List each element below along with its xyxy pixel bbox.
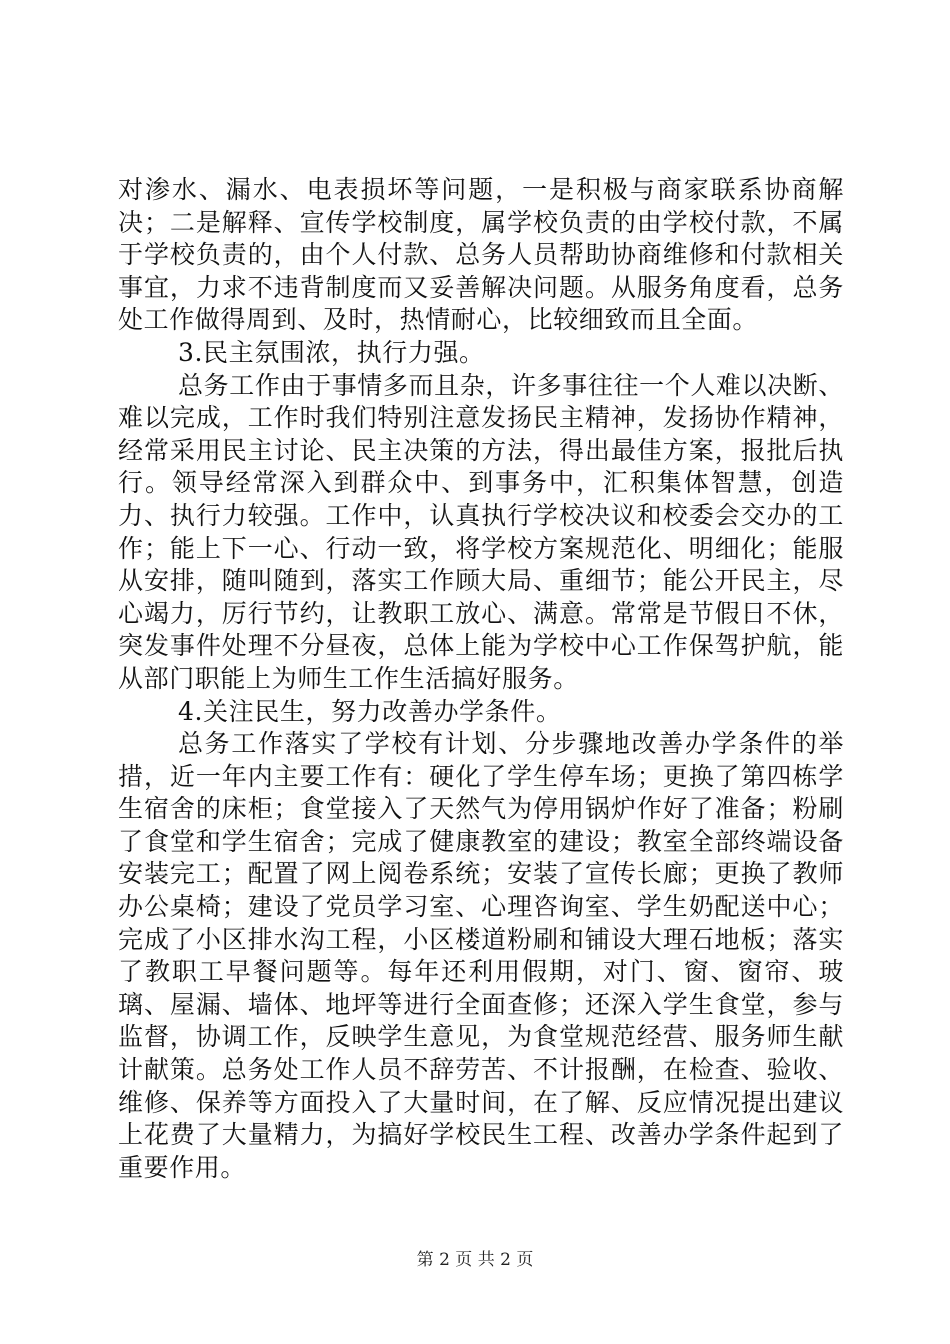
document-body [118, 174, 844, 1184]
continuation-paragraph: 对渗水、漏水、电表损坏等问题，一是积极与商家联系协商解决；二是解释、宣传学校制度，属学校负责的由学校付款，不属于学校负责的，由个人付款、总务人员帮助协商维修和付款相关事宜，力求不违背制度而又妥善解决问题。从服务角度看，总务处工作做得周到、及时，热情耐心，比较细致而且全面。 [118, 175, 844, 335]
body-paragraph-4: 总务工作落实了学校有计划、分步骤地改善办学条件的举措，近一年内主要工作有：硬化了学生停车场；更换了第四栋学生宿舍的床柜；食堂接入了天然气为停用锅炉作好了准备；粉刷了食堂和学生宿舍；完成了健康教室的建设；教室全部终端设备安装完工；配置了网上阅卷系统；安装了宣传长廊；更换了教师办公桌椅；建设了党员学习室、心理咨询室、学生奶配送中心；完成了小区排水沟工程，小区楼道粉刷和铺设大理石地板；落实了教职工早餐问题等。每年还利用假期，对门、窗、窗帘、玻璃、屋漏、墙体、地坪等进行全面查修；还深入学生食堂，参与监督，协调工作，反映学生意见，为食堂规范经营、服务师生献计献策。总务处工作人员不辞劳苦、不计报酬，在检查、验收、维修、保养等方面投入了大量时间，在了解、反应情况提出建议上花费了大量精力，为搞好学校民生工程、改善办学条件起到了重要作用。 [118, 729, 844, 1182]
page-number-footer: 第 2 页 共 2 页 [416, 1250, 534, 1270]
body-paragraph-3: 总务工作由于事情多而且杂，许多事往往一个人难以决断、难以完成，工作时我们特别注意发扬民主精神，发扬协作精神，经常采用民主讨论、民主决策的方法，得出最佳方案，报批后执行。领导经常深入到群众中、到事务中，汇积集体智慧，创造力、执行力较强。工作中，认真执行学校决议和校委会交办的工作；能上下一心、行动一致，将学校方案规范化、明细化；能服从安排，随叫随到，落实工作顾大局、重细节；能公开民主，尽心竭力，厉行节约，让教职工放心、满意。常常是节假日不休，突发事件处理不分昼夜，总体上能为学校中心工作保驾护航，能从部门职能上为师生工作生活搞好服务。 [118, 370, 844, 693]
section-heading-4: 4.关注民生，努力改善办学条件。 [178, 696, 562, 726]
section-heading-3: 3.民主氛围浓，执行力强。 [178, 337, 485, 367]
